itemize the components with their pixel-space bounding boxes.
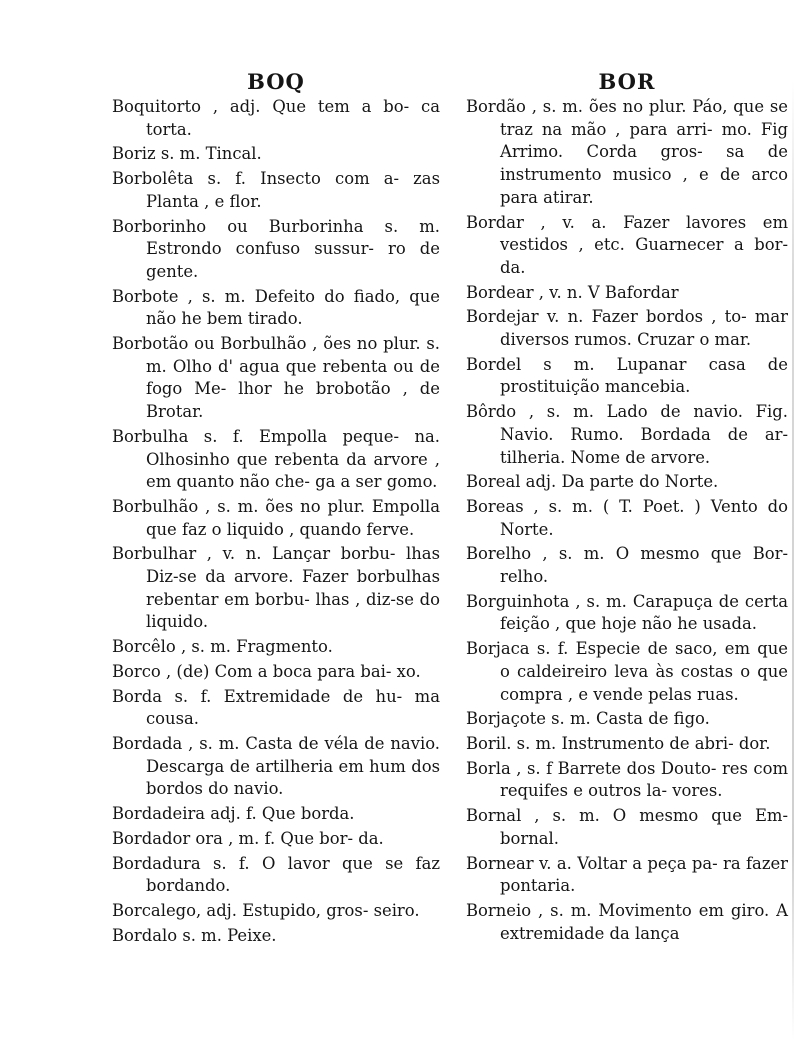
right-entries <box>466 96 788 945</box>
dictionary-entry: Borla , s. f Barrete dos Douto- res com requifes e outros la- vores. <box>466 758 788 801</box>
dictionary-entry: Boquitorto , adj. Que tem a bo- ca torta. <box>112 97 440 139</box>
dictionary-entry: Borjaçote s. m. Casta de figo. <box>466 709 710 729</box>
dictionary-entry: Bornal , s. m. O mesmo que Em- bornal. <box>466 806 788 848</box>
dictionary-entry: Boreal adj. Da parte do Norte. <box>466 472 719 492</box>
dictionary-entry: Bôrdo , s. m. Lado de navio. Fig. Navio. Rumo. Bordada de ar- tilheria. Nome de arvore. <box>466 402 788 467</box>
left-column <box>112 70 440 949</box>
dictionary-entry: Borbote , s. m. Defeito do fiado, que não he bem tirado. <box>112 286 440 329</box>
dictionary-entry: Bornear v. a. Voltar a peça pa- ra fazer pontaria. <box>466 853 788 896</box>
dictionary-entry: Boril. s. m. Instrumento de abri- dor. <box>466 733 771 753</box>
dictionary-entry: Borbulhão , s. m. ões no plur. Empolla que faz o liquido , quando ferve. <box>112 496 440 539</box>
dictionary-entry: Bordadeira adj. f. Que borda. <box>112 804 355 824</box>
dictionary-entry: Borbulhar , v. n. Lançar borbu- lhas Diz-se da arvore. Fazer borbulhas rebentar em borbu- lhas , diz-se do liquido. <box>112 544 440 632</box>
dictionary-entry: Borneio , s. m. Movimento em giro. A extremidade da lança <box>466 900 788 943</box>
dictionary-entry: Borbotão ou Borbulhão , ões no plur. s. m. Olho d' agua que rebenta ou de fogo Me- lhor he brobotão , de Brotar. <box>112 334 440 422</box>
left-column-header: BOQ <box>247 69 305 94</box>
dictionary-entry: Borguinhota , s. m. Carapuça de certa feição , que hoje não he usada. <box>466 591 788 634</box>
dictionary-entry: Bordear , v. n. V Bafordar <box>466 282 679 302</box>
dictionary-entry: Bordel s m. Lupanar casa de prostituição mancebia. <box>466 354 788 397</box>
dictionary-entry: Borco , (de) Com a boca para bai- xo. <box>112 661 421 681</box>
page-edge-shadow <box>792 80 794 1041</box>
dictionary-entry: Borbolêta s. f. Insecto com a- zas Planta , e flor. <box>112 169 440 211</box>
dictionary-entry: Borda s. f. Extremidade de hu- ma cousa. <box>112 686 440 729</box>
dictionary-entry: Bordalo s. m. Peixe. <box>112 925 277 945</box>
dictionary-entry: Borcêlo , s. m. Fragmento. <box>112 637 333 657</box>
right-column-header: BOR <box>598 69 656 94</box>
right-column <box>466 70 788 947</box>
dictionary-entry: Borjaca s. f. Especie de saco, em que o caldeireiro leva às costas o que compra , e vende pelas ruas. <box>466 639 788 704</box>
dictionary-entry: Borcalego, adj. Estupido, gros- seiro. <box>112 900 420 920</box>
dictionary-entry: Bordador ora , m. f. Que bor- da. <box>112 828 384 848</box>
dictionary-entry: Bordar , v. a. Fazer lavores em vestidos , etc. Guarnecer a bor- da. <box>466 212 788 277</box>
dictionary-entry: Bordejar v. n. Fazer bordos , to- mar diversos rumos. Cruzar o mar. <box>466 307 788 350</box>
dictionary-entry: Borelho , s. m. O mesmo que Bor- relho. <box>466 544 788 587</box>
dictionary-entry: Bordada , s. m. Casta de véla de navio. Descarga de artilheria em hum dos bordos do navio. <box>112 733 440 799</box>
dictionary-entry: Borborinho ou Burborinha s. m. Estrondo confuso sussur- ro de gente. <box>112 216 440 281</box>
dictionary-entry: Borbulha s. f. Empolla peque- na. Olhosinho que rebenta da arvore , em quanto não che- ga a ser gomo. <box>112 426 440 492</box>
dictionary-entry: Boriz s. m. Tincal. <box>112 144 262 164</box>
dictionary-entry: Bordão , s. m. ões no plur. Páo, que se traz na mão , para arri- mo. Fig Arrimo. Corda gros- sa de instrumento musico , e de arco para atirar. <box>466 97 788 207</box>
dictionary-entry: Boreas , s. m. ( T. Poet. ) Vento do Norte. <box>466 496 788 539</box>
left-entries <box>112 96 440 947</box>
dictionary-entry: Bordadura s. f. O lavor que se faz bordando. <box>112 853 440 896</box>
